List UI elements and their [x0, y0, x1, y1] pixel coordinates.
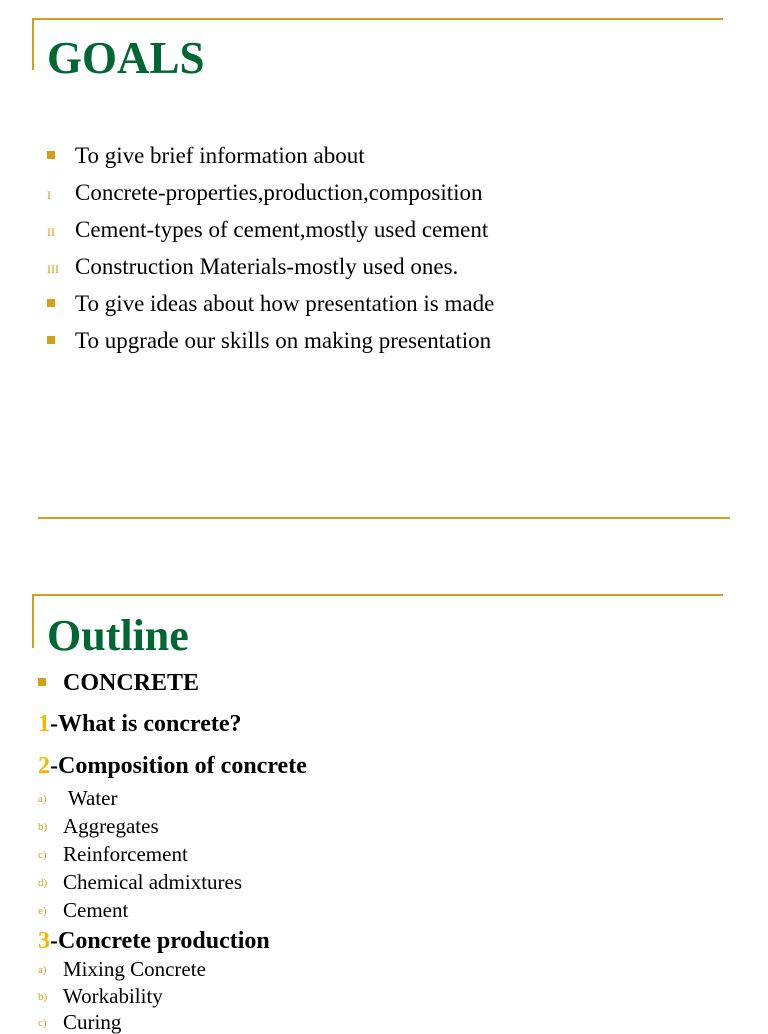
letter-marker: a) — [38, 793, 47, 805]
square-bullet-icon — [47, 336, 55, 344]
roman-numeral-marker: III — [47, 262, 59, 276]
slide-left-rule — [32, 594, 34, 648]
slide-top-rule — [32, 594, 723, 596]
letter-marker: d) — [38, 877, 48, 889]
letter-marker: e) — [38, 905, 47, 917]
roman-numeral-marker: II — [47, 225, 55, 239]
slide-left-rule — [32, 18, 34, 70]
section-heading: 2-Composition of concrete — [38, 753, 307, 779]
letter-marker: c) — [38, 849, 47, 861]
section-heading: 3-Concrete production — [38, 928, 270, 954]
slide-divider — [38, 517, 730, 519]
section-heading: 1-What is concrete? — [38, 711, 242, 737]
section-number: 1 — [38, 711, 50, 737]
letter-marker: b) — [38, 821, 48, 833]
roman-numeral-marker: I — [47, 188, 51, 202]
slide-title: GOALS — [47, 33, 205, 83]
section-number: 3 — [38, 928, 50, 954]
slide-title: Outline — [47, 611, 189, 660]
slide-top-rule — [32, 18, 723, 20]
section-number: 2 — [38, 753, 50, 779]
square-bullet-icon — [47, 299, 55, 307]
letter-marker: b) — [38, 991, 48, 1003]
square-bullet-icon — [47, 151, 55, 159]
letter-marker: c) — [38, 1017, 47, 1029]
letter-marker: a) — [38, 964, 47, 976]
square-bullet-icon — [38, 678, 46, 686]
